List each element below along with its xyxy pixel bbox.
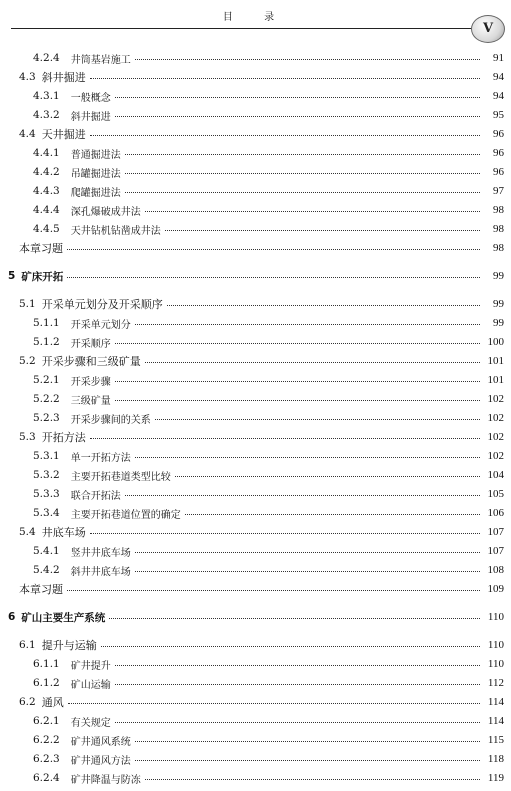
toc-entry-page: 98: [493, 242, 504, 254]
dot-leader: [145, 778, 480, 780]
toc-entry-title: 吊罐掘进法: [70, 168, 121, 180]
dot-leader: [167, 304, 480, 306]
dot-leader: [68, 702, 480, 704]
dot-leader: [125, 191, 480, 193]
dot-leader: [115, 342, 480, 344]
toc-entry-number: 6.2.1: [33, 715, 60, 727]
toc-entry-title: 开采步骤间的关系: [70, 414, 151, 426]
toc-entry-page: 94: [493, 71, 504, 83]
toc-entry-title: 斜井井底车场: [70, 566, 131, 578]
toc-entry-page: 99: [493, 317, 504, 329]
toc-entry-page: 102: [487, 412, 504, 424]
toc-entry[interactable]: [0, 295, 511, 313]
toc-entry-title: 三级矿量: [70, 395, 111, 407]
toc-entry-page: 94: [493, 90, 504, 102]
toc-entry-title: 天井掘进: [41, 128, 86, 141]
dot-leader: [145, 210, 480, 212]
toc-entry-number: 5.1: [19, 298, 36, 310]
toc-entry-title: 开采步骤: [70, 376, 111, 388]
toc-entry-title: 竖井井底车场: [70, 547, 131, 559]
dot-leader: [115, 399, 480, 401]
toc-entry[interactable]: [0, 314, 511, 332]
toc-entry-number: 5: [8, 270, 16, 282]
dot-leader: [67, 248, 480, 250]
toc-entry-page: 118: [487, 753, 504, 765]
toc-entry-title: 爬罐掘进法: [70, 187, 121, 199]
toc-entry-title: 主要开拓巷道类型比较: [70, 471, 171, 483]
dot-leader: [109, 617, 480, 619]
toc-entry-number: 5.2.2: [33, 393, 60, 405]
toc-entry-title: 有关规定: [70, 717, 111, 729]
toc-entry-title: 开采步骤和三级矿量: [41, 355, 141, 368]
toc-entry[interactable]: [0, 352, 511, 370]
toc-entry[interactable]: [0, 106, 511, 124]
header-rule: [11, 28, 491, 29]
toc-entry-page: 110: [487, 658, 504, 670]
page-number-badge: V: [471, 15, 505, 43]
toc-entry-title: 一般概念: [70, 92, 111, 104]
toc-entry-page: 114: [487, 715, 504, 727]
toc-entry[interactable]: [0, 125, 511, 143]
toc-entry[interactable]: [0, 447, 511, 465]
toc-entry-page: 102: [487, 431, 504, 443]
dot-leader: [165, 229, 480, 231]
toc-entry[interactable]: [0, 333, 511, 351]
toc-entry[interactable]: [0, 144, 511, 162]
dot-leader: [115, 721, 480, 723]
toc-entry-title: 单一开拓方法: [70, 452, 131, 464]
toc-entry-page: 106: [487, 507, 504, 519]
toc-entry-number: 6.2.4: [33, 772, 60, 784]
toc-entry-number: 5.3: [19, 431, 36, 443]
toc-entry-page: 104: [487, 469, 504, 481]
toc-entry-title: 斜井掘进: [41, 71, 86, 84]
toc-entry-page: 99: [493, 270, 504, 282]
toc-entry[interactable]: [0, 49, 511, 67]
toc-entry[interactable]: [0, 371, 511, 389]
toc-entry-number: 6.2.2: [33, 734, 60, 746]
toc-entry-page: 91: [493, 52, 504, 64]
toc-entry-page: 99: [493, 298, 504, 310]
toc-entry-number: 6.1.2: [33, 677, 60, 689]
dot-leader: [135, 456, 480, 458]
dot-leader: [135, 551, 480, 553]
toc-entry[interactable]: [0, 750, 511, 768]
dot-leader: [135, 323, 480, 325]
toc-entry-page: 105: [487, 488, 504, 500]
toc-entry-page: 95: [493, 109, 504, 121]
toc-entry-title: 联合开拓法: [70, 490, 121, 502]
toc-entry-number: 5.2: [19, 355, 36, 367]
toc-entry-page: 100: [487, 336, 504, 348]
dot-leader: [115, 664, 480, 666]
toc-entry-number: 4.4.3: [33, 185, 60, 197]
toc-entry[interactable]: [0, 712, 511, 730]
header-title: 目 录: [222, 12, 289, 23]
toc-entry-page: 119: [487, 772, 504, 784]
toc-entry-number: 4.3: [19, 71, 36, 83]
dot-leader: [67, 276, 480, 278]
toc-entry-title: 矿井通风方法: [70, 755, 131, 767]
toc-entry[interactable]: [0, 655, 511, 673]
dot-leader: [115, 115, 480, 117]
toc-entry-page: 108: [487, 564, 504, 576]
toc-entry-title: 开采单元划分及开采顺序: [41, 298, 163, 311]
toc-entry-title: 矿井提升: [70, 660, 111, 672]
toc-entry-number: 5.4.2: [33, 564, 60, 576]
toc-entry[interactable]: [0, 504, 511, 522]
toc-entry[interactable]: [0, 68, 511, 86]
toc-entry-page: 96: [493, 147, 504, 159]
toc-entry-page: 102: [487, 450, 504, 462]
toc-entry-number: 4.4.2: [33, 166, 60, 178]
toc-entry-title: 开采顺序: [70, 338, 111, 350]
toc-entry-number: 6.1.1: [33, 658, 60, 670]
dot-leader: [90, 437, 480, 439]
dot-leader: [135, 740, 480, 742]
toc-entry-page: 98: [493, 223, 504, 235]
toc-entry[interactable]: [0, 485, 511, 503]
dot-leader: [125, 172, 480, 174]
toc-entry-number: 5.2.1: [33, 374, 60, 386]
toc-entry[interactable]: [0, 201, 511, 219]
toc-entry-number: 6.2.3: [33, 753, 60, 765]
toc-entry[interactable]: [0, 674, 511, 692]
toc-entry-title: 矿井降温与防冻: [70, 774, 141, 786]
toc-chapter[interactable]: [0, 267, 511, 285]
toc-entry-number: 5.3.1: [33, 450, 60, 462]
dot-leader: [145, 361, 480, 363]
toc-entry-page: 101: [487, 374, 504, 386]
toc-entry-number: 6: [8, 611, 16, 623]
toc-entry[interactable]: [0, 428, 511, 446]
toc-entry-page: 110: [487, 639, 504, 651]
toc-entry-page: 109: [487, 583, 504, 595]
toc-entry[interactable]: [0, 542, 511, 560]
toc-entry-number: 4.4: [19, 128, 36, 140]
toc-entry-number: 5.3.4: [33, 507, 60, 519]
toc-entry-page: 98: [493, 204, 504, 216]
toc-entry-title: 天井钻机钻凿成井法: [70, 225, 161, 237]
toc-entry-title: 本章习题: [19, 583, 63, 596]
dot-leader: [90, 532, 480, 534]
dot-leader: [115, 683, 480, 685]
dot-leader: [115, 96, 480, 98]
toc-entry-number: 5.4.1: [33, 545, 60, 557]
toc-entry-title: 井底车场: [41, 526, 86, 539]
toc-entry-number: 5.2.3: [33, 412, 60, 424]
dot-leader: [135, 759, 480, 761]
toc-entry-title: 开拓方法: [41, 431, 86, 444]
dot-leader: [90, 77, 480, 79]
dot-leader: [185, 513, 480, 515]
dot-leader: [101, 645, 480, 647]
toc-entry[interactable]: [0, 523, 511, 541]
toc-entry-title: 井筒基岩施工: [70, 54, 131, 66]
toc-entry[interactable]: [0, 163, 511, 181]
toc-entry-title: 主要开拓巷道位置的确定: [70, 509, 181, 521]
toc-entry[interactable]: [0, 561, 511, 579]
page-header: [0, 0, 511, 38]
toc-entry-title: 本章习题: [19, 242, 63, 255]
toc-entry-number: 5.3.2: [33, 469, 60, 481]
toc-entry-number: 5.1.2: [33, 336, 60, 348]
dot-leader: [125, 153, 480, 155]
dot-leader: [125, 494, 480, 496]
toc-entry[interactable]: [0, 769, 511, 787]
toc-entry-page: 97: [493, 185, 504, 197]
toc-entry-title: 普通掘进法: [70, 149, 121, 161]
toc-entry[interactable]: [0, 693, 511, 711]
toc-entry[interactable]: [0, 390, 511, 408]
toc-entry[interactable]: [0, 87, 511, 105]
toc-entry-page: 96: [493, 166, 504, 178]
dot-leader: [90, 134, 480, 136]
toc-entry-title: 开采单元划分: [70, 319, 131, 331]
toc-entry-title: 矿床开拓: [21, 270, 64, 283]
toc-entry-title: 矿山主要生产系统: [21, 611, 106, 624]
toc-entry-number: 6.1: [19, 639, 36, 651]
toc-entry[interactable]: [0, 636, 511, 654]
toc-entry-number: 5.4: [19, 526, 36, 538]
dot-leader: [67, 589, 480, 591]
toc-entry-title: 矿山运输: [70, 679, 111, 691]
toc-entry[interactable]: [0, 580, 511, 598]
toc-entry-page: 96: [493, 128, 504, 140]
toc-entry-page: 114: [487, 696, 504, 708]
toc-entry-page: 107: [487, 545, 504, 557]
toc-entry-title: 深孔爆破成井法: [70, 206, 141, 218]
toc-entry-number: 5.1.1: [33, 317, 60, 329]
toc-entry-title: 通风: [41, 696, 64, 709]
toc-entry-title: 矿井通风系统: [70, 736, 131, 748]
toc-entry-page: 102: [487, 393, 504, 405]
toc-entry-number: 4.4.1: [33, 147, 60, 159]
dot-leader: [135, 570, 480, 572]
toc-entry-number: 4.4.5: [33, 223, 60, 235]
dot-leader: [175, 475, 480, 477]
toc-entry-page: 115: [487, 734, 504, 746]
toc-entry-page: 101: [487, 355, 504, 367]
toc-entry-number: 5.3.3: [33, 488, 60, 500]
toc-entry-title: 提升与运输: [41, 639, 97, 652]
toc-entry-page: 107: [487, 526, 504, 538]
toc-entry[interactable]: [0, 182, 511, 200]
dot-leader: [135, 58, 480, 60]
toc-entry[interactable]: [0, 731, 511, 749]
toc-entry-page: 110: [487, 611, 504, 623]
dot-leader: [155, 418, 480, 420]
toc-entry-number: 4.3.1: [33, 90, 60, 102]
toc-entry[interactable]: [0, 409, 511, 427]
toc-entry-number: 4.3.2: [33, 109, 60, 121]
toc-entry-page: 112: [487, 677, 504, 689]
toc-entry-number: 6.2: [19, 696, 36, 708]
toc-entry[interactable]: [0, 239, 511, 257]
toc-entry-number: 4.4.4: [33, 204, 60, 216]
dot-leader: [115, 380, 480, 382]
toc-chapter[interactable]: [0, 608, 511, 626]
toc-entry[interactable]: [0, 466, 511, 484]
toc-entry-title: 斜井掘进: [70, 111, 111, 123]
toc-entry[interactable]: [0, 220, 511, 238]
toc-entry-number: 4.2.4: [33, 52, 60, 64]
